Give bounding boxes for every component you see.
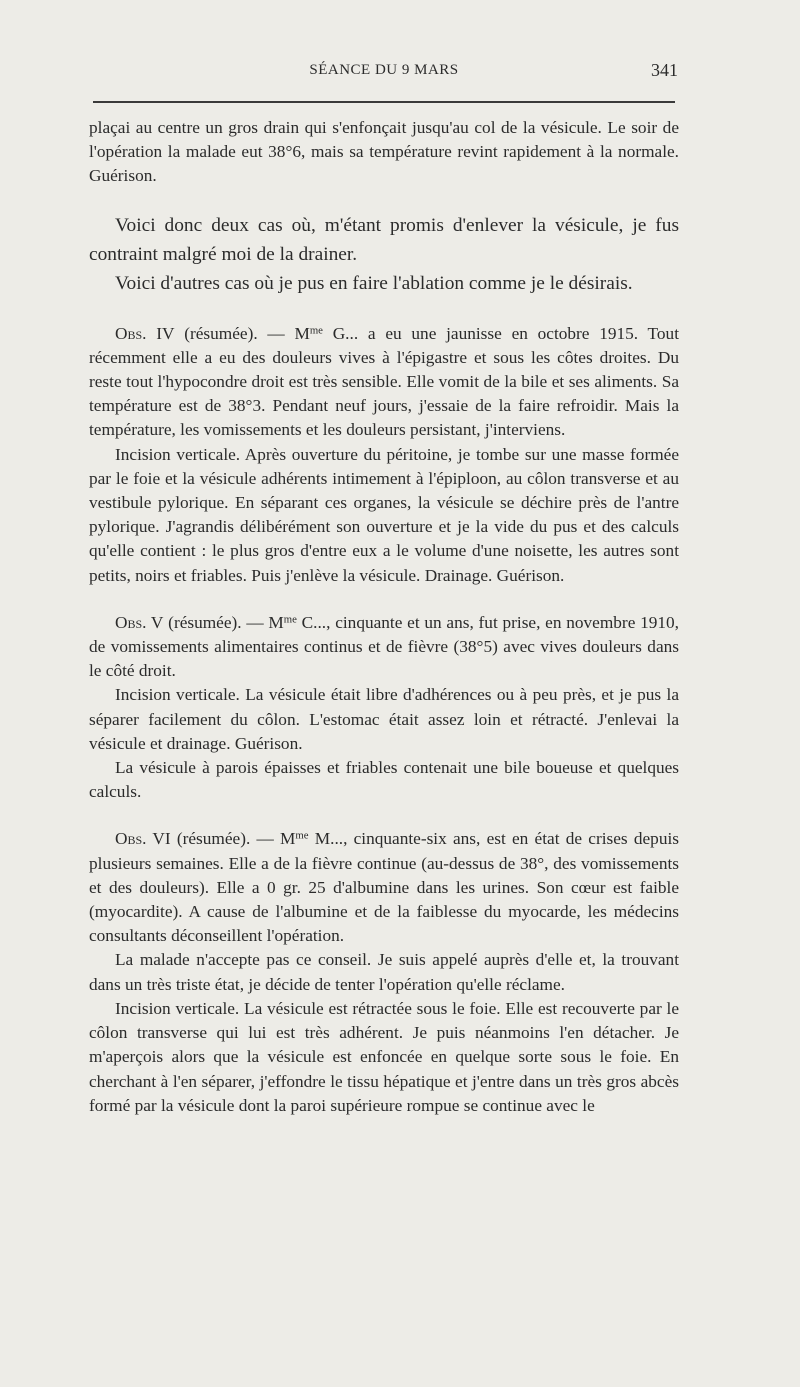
observation-label: Obs. IV bbox=[115, 323, 175, 343]
observation-text: C..., cinquante et un ans, fut prise, en novembre 1910, de vomissements alimentaires continus et de fièvre (38°5) avec vives douleurs dans le côté droit. bbox=[89, 612, 680, 681]
title-superscript: me bbox=[295, 830, 309, 843]
paragraph-continuation: plaçai au centre un gros drain qui s'enfonçait jusqu'au col de la vésicule. Le soir de l'opération la malade eut 38°6, mais sa température revint rapidement à la normale. Guérison. bbox=[89, 118, 679, 186]
paragraph-summary-drainage: Voici donc deux cas où, m'étant promis d'enlever la vésicule, je fus contraint malgré moi de la drainer. bbox=[89, 214, 679, 265]
page-header bbox=[90, 62, 678, 88]
observation-5 bbox=[89, 611, 679, 684]
title-superscript: me bbox=[309, 324, 323, 337]
paragraph-obs6-operation: Incision verticale. La vésicule est rétractée sous le foie. Elle est recouverte par le côlon transverse qui lui est très adhérent. Je puis néanmoins l'en détacher. Je m'aperçois alors que la vésicule est enfoncée en quelque sorte sous le foie. En cherchant à l'en séparer, j'effondre le tissu hépatique et j'entre dans un très gros abcès formé par la vésicule dont la paroi supérieure rompue se continue avec le bbox=[89, 998, 679, 1115]
running-head: SÉANCE DU 9 MARS bbox=[309, 62, 459, 78]
observation-6 bbox=[89, 827, 679, 948]
observation-lead: (résumée). — M bbox=[170, 829, 296, 849]
header-rule bbox=[93, 101, 675, 103]
observation-label: Obs. V bbox=[115, 612, 164, 632]
observation-text: G... a eu une jaunisse en octobre 1915. Tout récemment elle a eu des douleurs vives à l'épigastre et sous les côtes droites. Du reste tout l'hypocondre droit est très sensible. Elle vomit de la bile et ses aliments. Sa température est de 38°3. Pendant neuf jours, j'essaie de la faire refroidir. Mais la température, les vomissements et les douleurs persistant, j'interviens. bbox=[89, 323, 679, 440]
paragraph-summary-ablation: Voici d'autres cas où je pus en faire l'ablation comme je le désirais. bbox=[115, 272, 633, 294]
observation-lead: (résumée). — M bbox=[163, 612, 284, 632]
observation-text: M..., cinquante-six ans, est en état de crises depuis plusieurs semaines. Elle a de la fièvre continue (au-dessus de 38°, des vomissements et des douleurs). Elle a 0 gr. 25 d'albumine dans les urines. Son cœur est faible (myocardite). A cause de l'albumine et de la faiblesse du myocarde, les médecins consultants déconseillent l'opération. bbox=[89, 829, 679, 946]
title-superscript: me bbox=[283, 613, 297, 626]
observation-lead: (résumée). — M bbox=[174, 323, 310, 343]
body-text bbox=[89, 116, 679, 1118]
paragraph-obs5-operation: Incision verticale. La vésicule était libre d'adhérences ou à peu près, et je pus la séparer facilement du côlon. L'estomac était assez loin et rétracté. J'enlevai la vésicule et drainage. Guérison. bbox=[89, 685, 679, 753]
paragraph-obs6-decision: La malade n'accepte pas ce conseil. Je suis appelé auprès d'elle et, la trouvant dans un très triste état, je décide de tenter l'opération qu'elle réclame. bbox=[89, 950, 679, 994]
paragraph-obs4-operation: Incision verticale. Après ouverture du péritoine, je tombe sur une masse formée par le foie et la vésicule adhérents intimement à l'épiploon, au côlon transverse et au vestibule pylorique. En séparant ces organes, la vésicule se déchire près de l'antre pylorique. J'agrandis délibérément son ouverture et je la vide du pus et des calculs qu'elle contient : le plus gros d'entre eux a le volume d'une noisette, les autres sont petits, noirs et friables. Puis j'enlève la vésicule. Drainage. Guérison. bbox=[89, 444, 679, 585]
page-number: 341 bbox=[651, 60, 678, 80]
observation-4 bbox=[89, 322, 679, 443]
paragraph-obs5-findings: La vésicule à parois épaisses et friables contenait une bile boueuse et quelques calculs. bbox=[89, 758, 679, 802]
observation-label: Obs. VI bbox=[115, 829, 171, 849]
